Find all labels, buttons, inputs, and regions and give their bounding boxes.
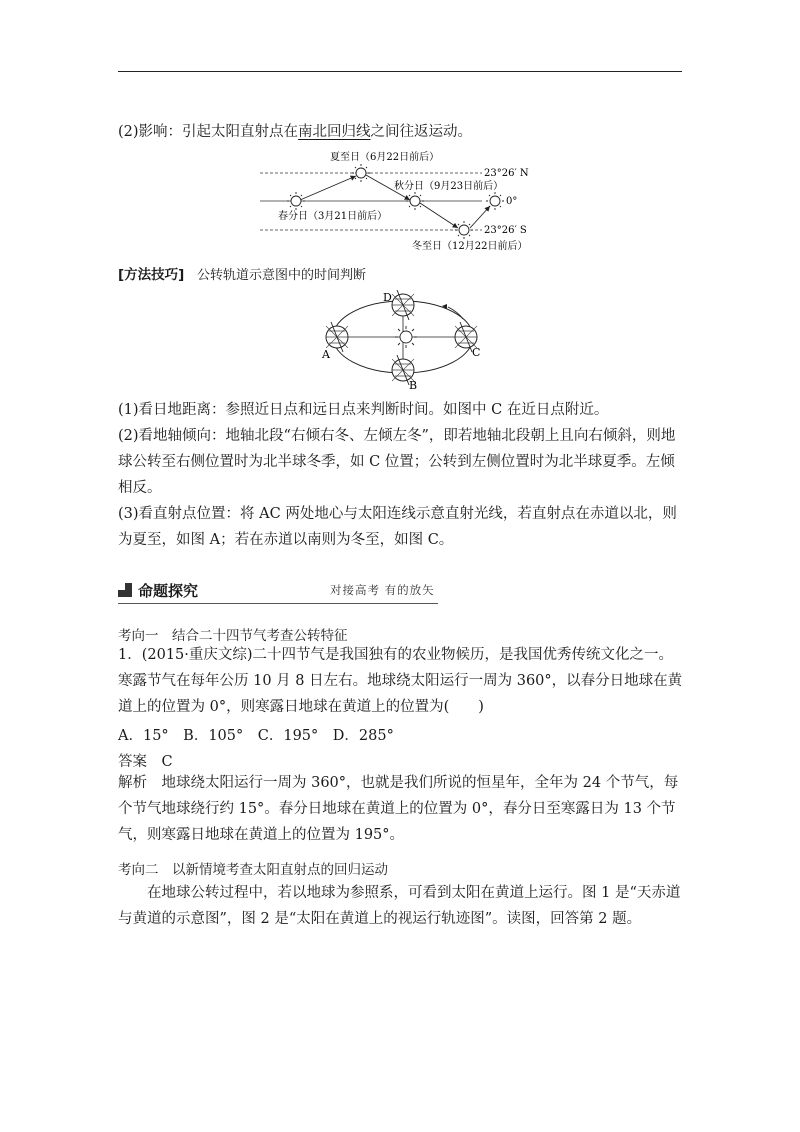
q1-answer: 答案 C [118,754,173,770]
method-bracket: [方法技巧] [118,267,185,283]
q1-stem: 1．(2015·重庆文综)二十四节气是我国独有的农业物候历，是我国优秀传统文化之一。寒露节气在每年公历 10 月 8 日左右。地球绕太阳运行一周为 360°，以春分日地球在黄道上的位置为 0°，则寒露日地球在黄道上的位置为( ) [118,647,683,715]
method-point-3: (3)看直射点位置：将 AC 两处地心与太阳连线示意直射光线，若直射点在赤道以北，则为夏至，如图 A；若在赤道以南则为冬至，如图 C。 [118,506,677,548]
label-lat-n: 23°26′ N [484,168,529,179]
method-point-1: (1)看日地距离：参照近日点和远日点来判断时间。如图中 C 在近日点附近。 [118,402,609,418]
impact-underlined: 南北回归线 [298,124,371,140]
earth-icon-d [392,290,414,320]
q1-analysis: 解析 地球绕太阳运行一周为 360°，也就是我们所说的恒星年，全年为 24 个节气，每个节气地球绕行约 15°。春分日地球在黄道上的位置为 0°，春分日至寒露日为 13 个节气，则寒露日地球在黄道上的位置为 195°。 [118,775,679,843]
sun-migration-diagram [260,148,550,256]
q2-direction: 考向二 以新情境考查太阳直射点的回归运动 [118,862,388,878]
q1-options: A．15° B．105° C．195° D．285° [118,728,394,744]
orbit-diagram [300,285,500,395]
orbit-label-a: A [322,348,330,361]
header-rule [118,71,682,72]
method-heading [118,263,366,283]
q1-direction: 考向一 结合二十四节气考查公转特征 [118,628,348,644]
impact-suffix: 之间往返运动。 [370,124,473,140]
label-winter: 冬至日（12月22日前后） [412,241,528,252]
section-subtitle: 对接高考 有的放矢 [330,583,435,597]
label-lat-0: 0° [506,196,518,207]
label-spring: 春分日（3月21日前后） [278,211,388,222]
label-summer: 夏至日（6月22日前后） [330,152,440,163]
label-autumn: 秋分日（9月23日前后） [394,181,504,192]
section-title: 命题探究 [138,582,199,600]
method-point-2: (2)看地轴倾向：地轴北段“右倾右冬、左倾左冬”，即若地轴北段朝上且向右倾斜，则地球公转至右侧位置时为北半球冬季，如 C 位置；公转到左侧位置时为北半球夏季。左倾相反。 [118,428,676,496]
orbit-label-d: D [383,291,392,304]
method-title: 公转轨道示意图中的时间判断 [196,268,366,283]
label-lat-s: 23°26′ S [484,225,527,236]
impact-line [118,120,472,141]
section-header [118,580,438,604]
orbit-label-b: B [409,379,418,392]
orbit-label-c: C [472,346,481,359]
q2-intro: 在地球公转过程中，若以地球为参照系，可看到太阳在黄道上运行。图 1 是“天赤道与黄道的示意图”，图 2 是“太阳在黄道上的视运行轨迹图”。读图，回答第 2 题。 [118,885,681,927]
impact-prefix: (2)影响：引起太阳直射点在 [118,124,299,140]
